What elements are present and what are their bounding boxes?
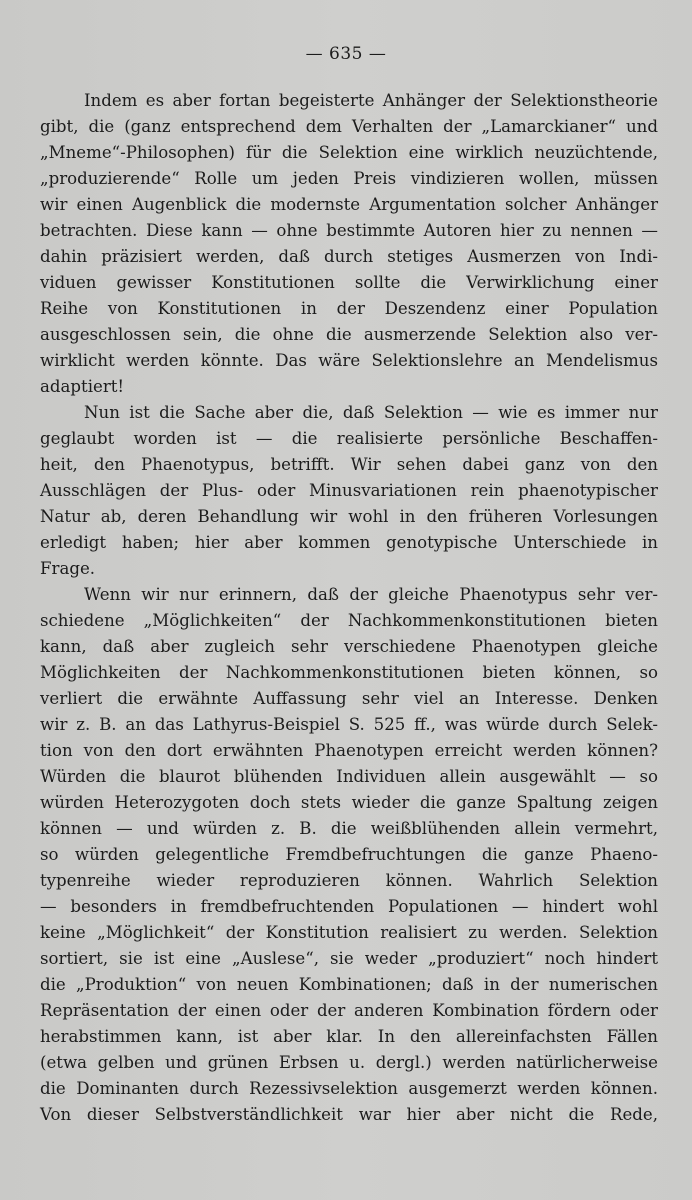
text-line: — besonders in fremdbefruchtenden Populationen — hindert wohl: [40, 897, 658, 916]
text-line: viduen gewisser Konstitutionen sollte die Verwirklichung einer: [40, 273, 658, 292]
text-line: Ausschlägen der Plus- oder Minusvariationen rein phaenotypischer: [40, 481, 658, 500]
text-line: können — und würden z. B. die weißblühenden allein vermehrt,: [40, 819, 658, 838]
text-line: die „Produktion“ von neuen Kombinationen; daß in der numerischen: [40, 975, 658, 994]
text-line: ausgeschlossen sein, die ohne die ausmerzende Selektion also ver-: [40, 325, 658, 344]
text-line: sortiert, sie ist eine „Auslese“, sie weder „produziert“ noch hindert: [40, 949, 658, 968]
text-line: Würden die blaurot blühenden Individuen allein ausgewählt — so: [40, 767, 658, 786]
page-number: — 635 —: [305, 44, 387, 64]
text-line: Natur ab, deren Behandlung wir wohl in den früheren Vorlesungen: [40, 507, 658, 526]
text-line: keine „Möglichkeit“ der Konstitution realisiert zu werden. Selektion: [40, 923, 658, 942]
text-line: tion von den dort erwähnten Phaenotypen erreicht werden können?: [40, 741, 658, 760]
text-line: so würden gelegentliche Fremdbefruchtungen die ganze Phaeno-: [40, 845, 658, 864]
text-line: dahin präzisiert werden, daß durch stetiges Ausmerzen von Indi-: [40, 247, 658, 266]
text-line: wirklicht werden könnte. Das wäre Selektionslehre an Mendelismus: [40, 351, 658, 370]
text-line: (etwa gelben und grünen Erbsen u. dergl.) werden natürlicherweise: [40, 1053, 658, 1072]
text-line: Repräsentation der einen oder der anderen Kombination fördern oder: [40, 1001, 658, 1020]
text-line: Von dieser Selbstverständlichkeit war hier aber nicht die Rede,: [40, 1105, 658, 1124]
text-line: Wenn wir nur erinnern, daß der gleiche Phaenotypus sehr ver-: [84, 585, 658, 604]
text-line: Möglichkeiten der Nachkommenkonstitutionen bieten können, so: [40, 663, 658, 682]
text-line: Nun ist die Sache aber die, daß Selektion — wie es immer nur: [84, 403, 658, 422]
text-line: gibt, die (ganz entsprechend dem Verhalten der „Lamarckianer“ und: [40, 117, 658, 136]
text-line: „Mneme“-Philosophen) für die Selektion eine wirklich neuzüchtende,: [40, 143, 658, 162]
text-line: heit, den Phaenotypus, betrifft. Wir sehen dabei ganz von den: [40, 455, 658, 474]
text-line: die Dominanten durch Rezessivselektion ausgemerzt werden können.: [40, 1079, 658, 1098]
text-line: typenreihe wieder reproduzieren können. Wahrlich Selektion: [40, 871, 658, 890]
text-line: herabstimmen kann, ist aber klar. In den allereinfachsten Fällen: [40, 1027, 658, 1046]
text-line: schiedene „Möglichkeiten“ der Nachkommenkonstitutionen bieten: [40, 611, 658, 630]
text-line: Reihe von Konstitutionen in der Deszendenz einer Population: [40, 299, 658, 318]
text-line: adaptiert!: [40, 377, 125, 396]
text-line: verliert die erwähnte Auffassung sehr viel an Interesse. Denken: [40, 689, 658, 708]
text-line: wir einen Augenblick die modernste Argumentation solcher Anhänger: [40, 195, 658, 214]
text-line: „produzierende“ Rolle um jeden Preis vindizieren wollen, müssen: [40, 169, 658, 188]
text-line: Frage.: [40, 559, 96, 578]
text-line: geglaubt worden ist — die realisierte persönliche Beschaffen-: [40, 429, 658, 448]
text-line: betrachten. Diese kann — ohne bestimmte Autoren hier zu nennen —: [40, 221, 658, 240]
text-line: würden Heterozygoten doch stets wieder die ganze Spaltung zeigen: [40, 793, 658, 812]
body-text: [40, 88, 658, 1128]
text-line: kann, daß aber zugleich sehr verschiedene Phaenotypen gleiche: [40, 637, 658, 656]
text-line: wir z. B. an das Lathyrus-Beispiel S. 525 ff., was würde durch Selek-: [40, 715, 658, 734]
text-line: erledigt haben; hier aber kommen genotypische Unterschiede in: [40, 533, 658, 552]
text-line: Indem es aber fortan begeisterte Anhänger der Selektionstheorie: [84, 91, 658, 110]
